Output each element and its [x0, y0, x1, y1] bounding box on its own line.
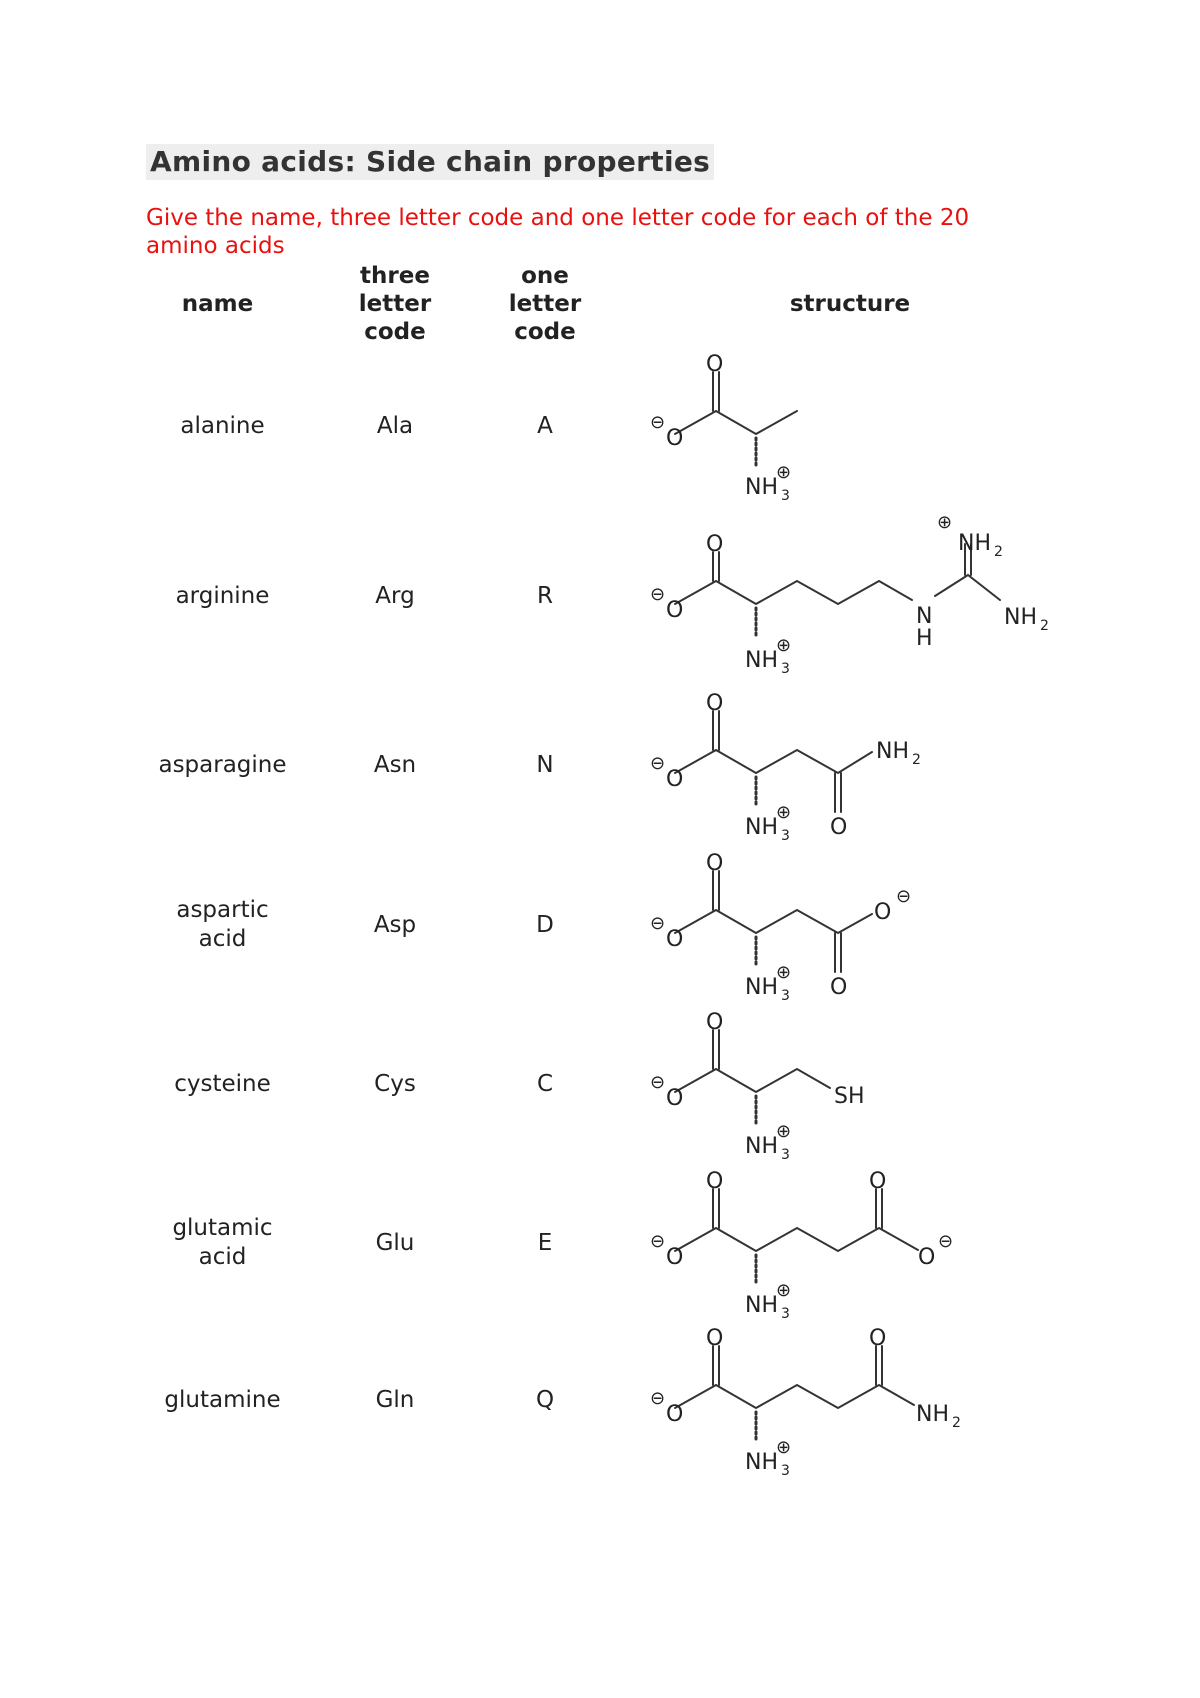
atom-subscript: 3	[781, 1463, 790, 1479]
minus-charge: ⊖	[650, 412, 666, 433]
row-name-asparagine: asparagine	[158, 752, 287, 778]
structure-aspartic-acid	[650, 851, 911, 1004]
atom-label: O	[830, 975, 848, 1000]
atom-label: O	[666, 426, 684, 451]
structure-asparagine	[650, 691, 921, 844]
atom-label: O	[706, 352, 724, 377]
atom-label: NH	[745, 475, 778, 500]
atom-subscript: 3	[781, 1147, 790, 1163]
row-one-glutamine: Q	[535, 1387, 555, 1413]
row-three-asparagine: Asn	[373, 752, 417, 778]
row-name-cysteine: cysteine	[174, 1071, 271, 1097]
row-one-glutamic-acid: E	[537, 1230, 553, 1256]
row-one-alanine: A	[537, 413, 553, 439]
atom-subscript: 2	[994, 544, 1003, 560]
row-three-glutamic-acid: Glu	[375, 1230, 415, 1256]
atom-label: N	[916, 604, 933, 629]
header-one-line: code	[514, 319, 576, 345]
row-name-arginine: arginine	[175, 583, 270, 609]
row-name-line: acid	[198, 1244, 247, 1270]
row-three-arginine: Arg	[375, 583, 415, 609]
structure-glutamine	[650, 1326, 961, 1479]
atom-label: O	[706, 532, 724, 557]
plus-charge: ⊕	[776, 962, 792, 983]
minus-charge: ⊖	[938, 1231, 954, 1252]
atom-subscript: 3	[781, 988, 790, 1004]
instructions: Give the name, three letter code and one letter code for each of the 20 amino acids	[146, 205, 970, 259]
atom-subscript: 3	[781, 1306, 790, 1322]
atom-label: O	[918, 1245, 936, 1270]
plus-charge: ⊕	[776, 802, 792, 823]
header-one-line: one	[521, 263, 569, 289]
atom-label: O	[666, 1245, 684, 1270]
atom-label: O	[706, 691, 724, 716]
atom-label: NH	[876, 739, 909, 764]
row-three-glutamine: Gln	[375, 1387, 415, 1413]
atom-subscript: 2	[1040, 618, 1049, 634]
atom-label: O	[666, 927, 684, 952]
atom-subscript: 3	[781, 828, 790, 844]
atom-label: O	[830, 815, 848, 840]
row-name-line: acid	[198, 926, 247, 952]
header-three-line: three	[360, 263, 430, 289]
row-one-asparagine: N	[536, 752, 554, 778]
row-name-alanine: alanine	[180, 413, 265, 439]
row-one-cysteine: C	[536, 1071, 554, 1097]
atom-label: O	[666, 1086, 684, 1111]
minus-charge: ⊖	[650, 1072, 666, 1093]
row-three-alanine: Ala	[376, 413, 414, 439]
header-one-line: letter	[508, 291, 582, 317]
header-three-line: letter	[358, 291, 432, 317]
atom-label: O	[666, 1402, 684, 1427]
plus-charge: ⊕	[776, 1437, 792, 1458]
atom-label: NH	[745, 975, 778, 1000]
atom-label: NH	[745, 1293, 778, 1318]
header-structure: structure	[789, 291, 911, 317]
atom-label: NH	[745, 648, 778, 673]
structure-arginine	[650, 512, 1049, 677]
minus-charge: ⊖	[650, 913, 666, 934]
atom-label: NH	[745, 815, 778, 840]
atom-label: O	[869, 1169, 887, 1194]
atom-subscript: 2	[912, 752, 921, 768]
atom-label: O	[666, 598, 684, 623]
minus-charge: ⊖	[650, 1231, 666, 1252]
atom-subscript: 2	[952, 1415, 961, 1431]
row-name-line: aspartic	[176, 897, 269, 923]
minus-charge: ⊖	[650, 1388, 666, 1409]
atom-label: SH	[834, 1084, 865, 1109]
atom-label: NH	[958, 531, 991, 556]
minus-charge: ⊖	[896, 886, 912, 907]
atom-label: NH	[916, 1402, 949, 1427]
plus-charge: ⊕	[776, 635, 792, 656]
plus-charge: ⊕	[776, 1280, 792, 1301]
page-title: Amino acids: Side chain properties	[146, 144, 714, 180]
atom-label: O	[706, 1010, 724, 1035]
atom-label: O	[706, 1169, 724, 1194]
minus-charge: ⊖	[650, 753, 666, 774]
atom-label: O	[869, 1326, 887, 1351]
row-three-aspartic-acid: Asp	[373, 912, 417, 938]
row-one-arginine: R	[537, 583, 553, 609]
minus-charge: ⊖	[650, 584, 666, 605]
atom-subscript: 3	[781, 661, 790, 677]
structure-cysteine	[650, 1010, 865, 1163]
atom-label: NH	[745, 1134, 778, 1159]
atom-label: O	[874, 900, 892, 925]
row-name-line: glutamic	[172, 1215, 273, 1241]
structure-glutamic-acid	[650, 1169, 953, 1322]
plus-charge: ⊕	[776, 1121, 792, 1142]
atom-label: NH	[745, 1450, 778, 1475]
atom-subscript: 3	[781, 488, 790, 504]
atom-label: H	[916, 626, 933, 651]
header-name: name	[181, 291, 254, 317]
atom-label: O	[706, 851, 724, 876]
structure-alanine	[650, 352, 797, 504]
plus-charge: ⊕	[776, 462, 792, 483]
atom-label: O	[706, 1326, 724, 1351]
row-name-glutamine: glutamine	[164, 1387, 281, 1413]
plus-charge: ⊕	[937, 512, 953, 533]
row-three-cysteine: Cys	[374, 1071, 416, 1097]
row-one-aspartic-acid: D	[536, 912, 554, 938]
atom-label: O	[666, 767, 684, 792]
header-three-line: code	[364, 319, 426, 345]
atom-label: NH	[1004, 605, 1037, 630]
